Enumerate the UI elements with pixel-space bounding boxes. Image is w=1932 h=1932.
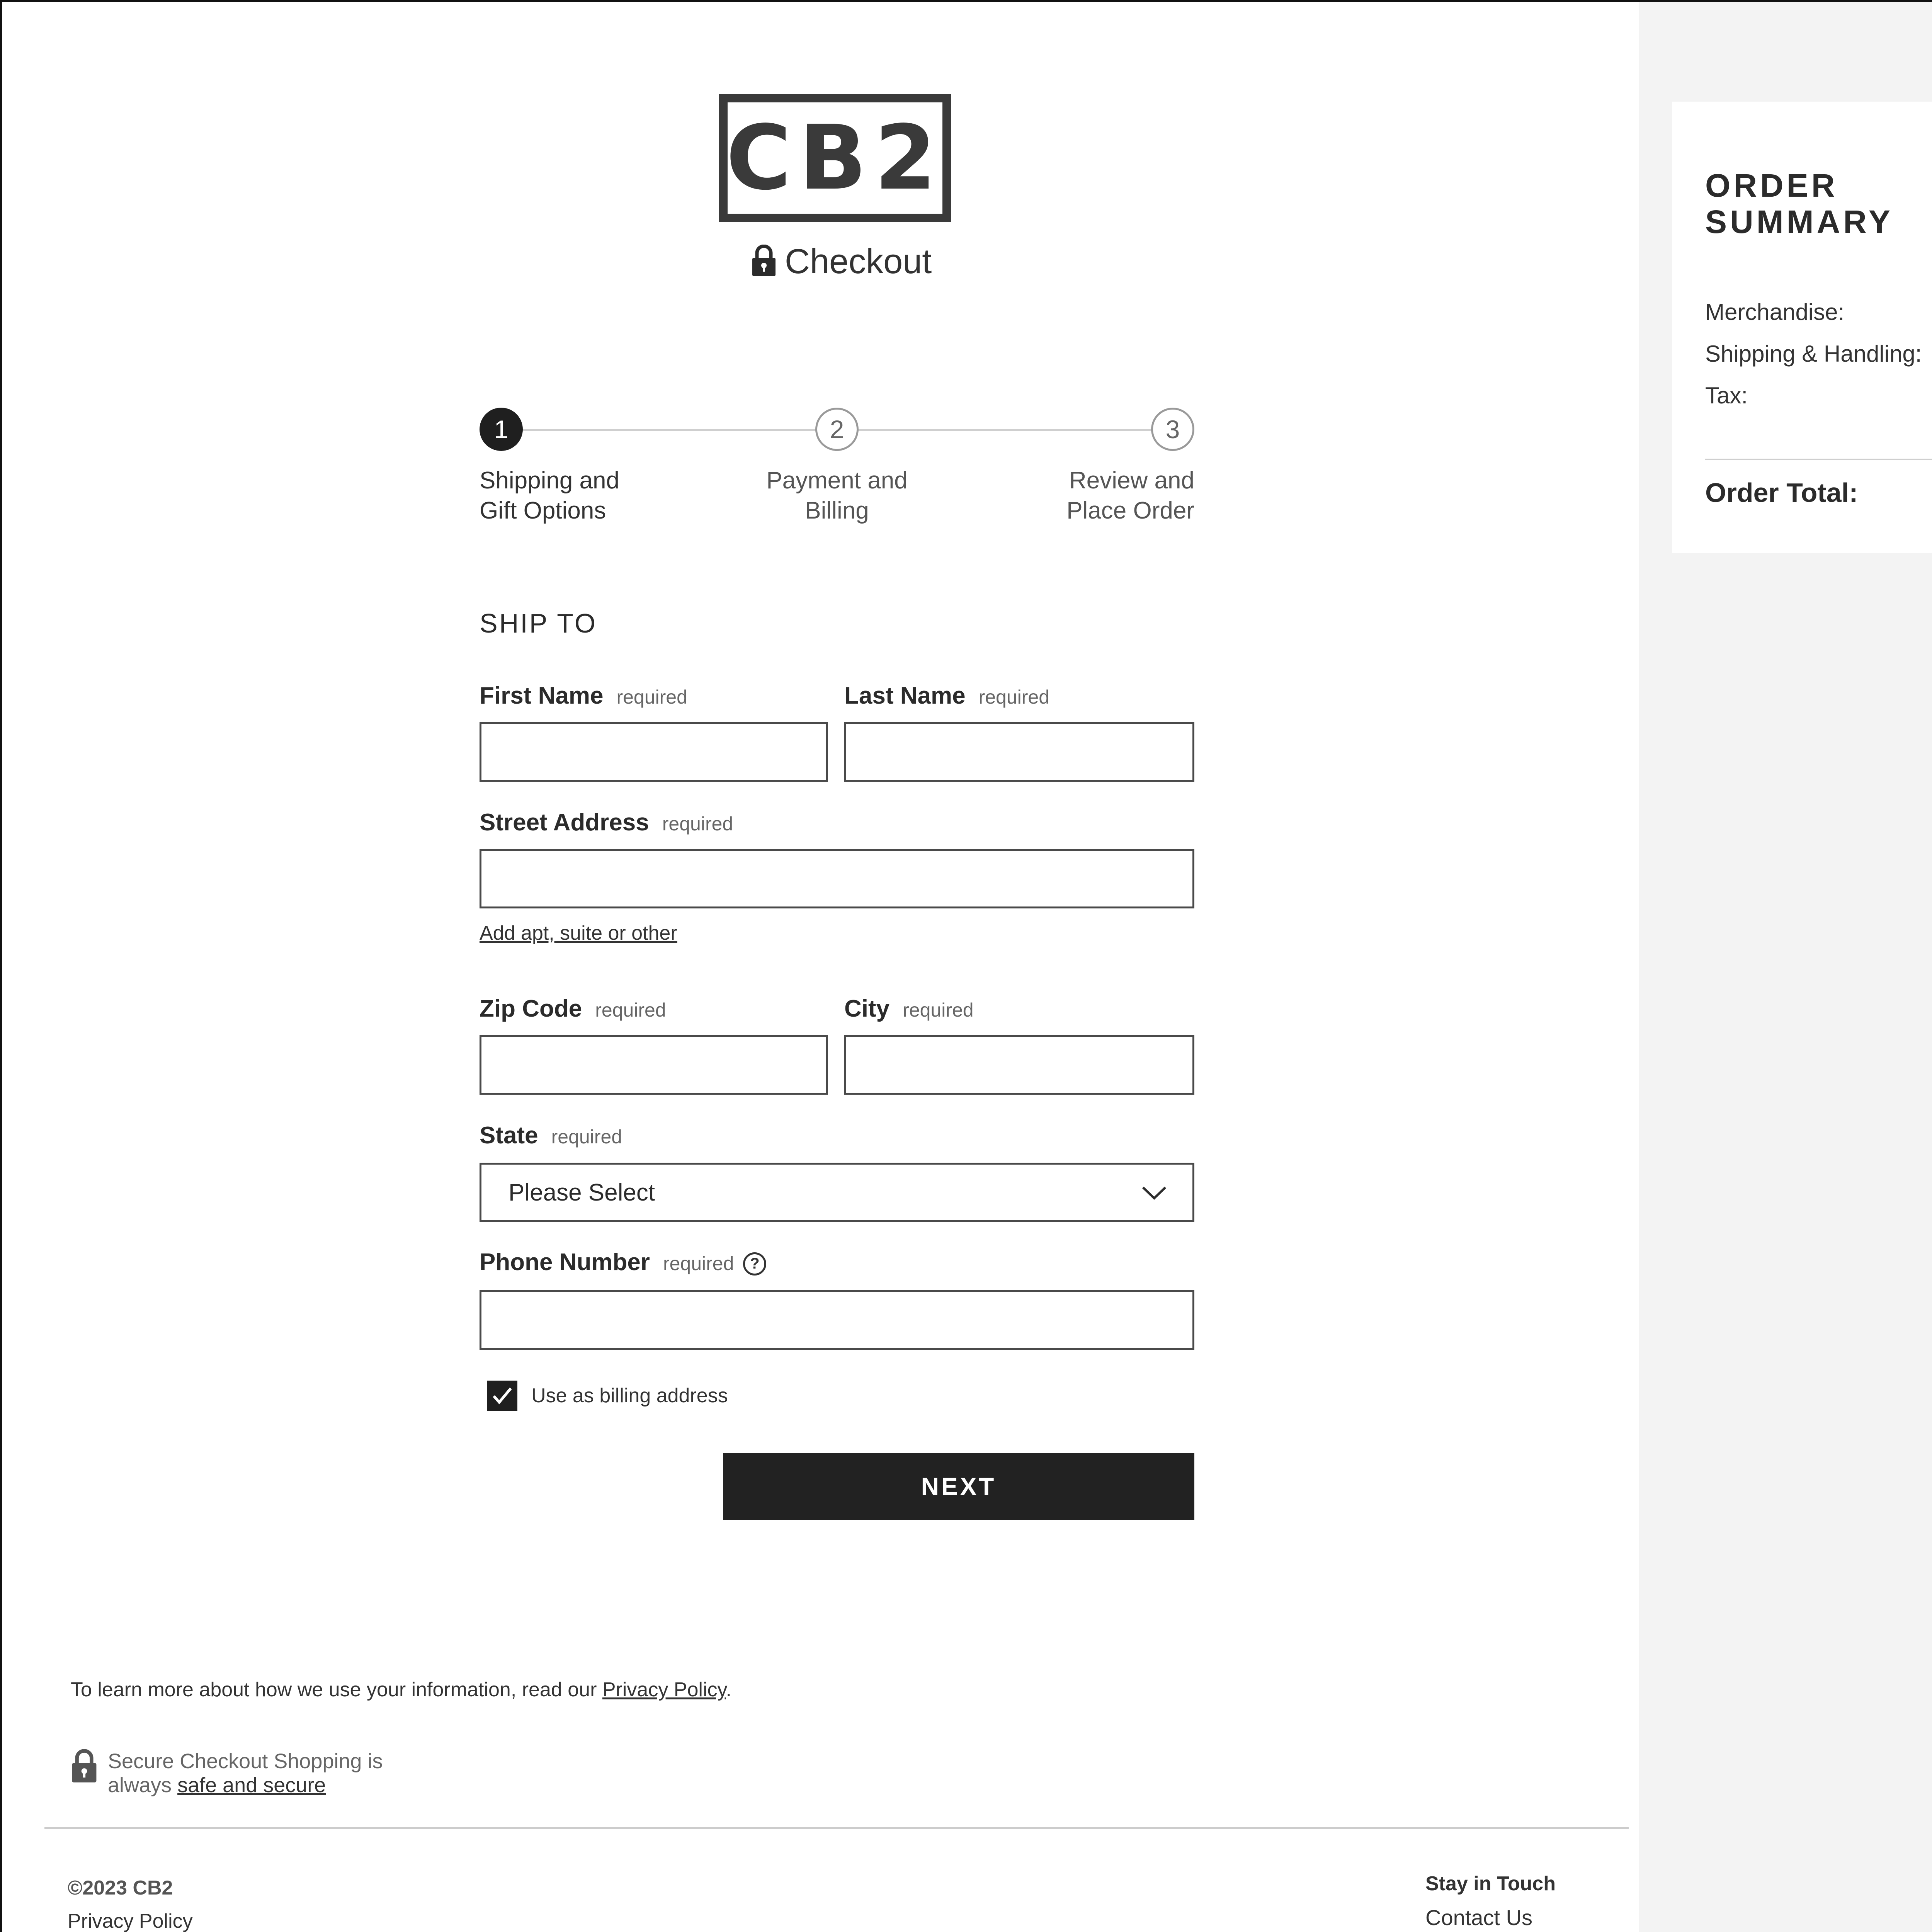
- stay-in-touch-heading: Stay in Touch: [1425, 1872, 1556, 1895]
- safe-and-secure-link[interactable]: safe and secure: [177, 1774, 326, 1797]
- privacy-note-text: To learn more about how we use your information, read our: [71, 1679, 602, 1701]
- required-tag: required: [978, 686, 1050, 708]
- step-1-circle: 1: [480, 408, 523, 451]
- secure-line-2: always: [108, 1774, 178, 1797]
- checkout-stepper: [480, 408, 1194, 531]
- checkout-title: Checkout: [785, 242, 932, 281]
- state-label-text: State: [480, 1122, 538, 1149]
- zip-code-input[interactable]: [480, 1035, 828, 1095]
- step-3-label-line2: Place Order: [1066, 497, 1194, 524]
- street-address-input[interactable]: [480, 849, 1194, 908]
- last-name-input[interactable]: [844, 722, 1194, 782]
- required-tag: required: [595, 999, 666, 1021]
- phone-number-label: [480, 1248, 766, 1276]
- step-2-circle: 2: [815, 408, 859, 451]
- lock-icon: [752, 245, 776, 279]
- first-name-input[interactable]: [480, 722, 828, 782]
- required-tag: required: [662, 813, 733, 835]
- privacy-policy-link[interactable]: Privacy Policy: [602, 1679, 726, 1701]
- order-summary-sidebar: [1639, 2, 1932, 1932]
- summary-divider: [1705, 459, 1932, 460]
- phone-number-input[interactable]: [480, 1290, 1194, 1350]
- step-1-label-line1: Shipping and: [480, 467, 619, 494]
- order-summary-title-line1: ORDER: [1705, 167, 1838, 204]
- contact-us-link[interactable]: Contact Us: [1425, 1905, 1532, 1930]
- privacy-note: [71, 1678, 731, 1701]
- step-3-circle: 3: [1151, 408, 1194, 451]
- summary-row-tax: [1705, 382, 1932, 409]
- step-3-label: [993, 466, 1194, 526]
- summary-row-label: Tax:: [1705, 383, 1748, 408]
- billing-address-checkbox-label: Use as billing address: [531, 1384, 728, 1407]
- footer-links: [68, 1871, 193, 1932]
- order-summary-title-line2: SUMMARY: [1705, 204, 1893, 240]
- street-address-label-text: Street Address: [480, 809, 649, 836]
- billing-address-checkbox[interactable]: [487, 1381, 517, 1411]
- state-select-value: Please Select: [509, 1179, 655, 1206]
- ship-to-heading: SHIP TO: [480, 608, 597, 638]
- first-name-label-text: First Name: [480, 682, 604, 709]
- stay-in-touch: [1425, 1867, 1607, 1932]
- chevron-down-icon: [1141, 1179, 1167, 1206]
- order-total-row: [1705, 477, 1932, 508]
- step-2-label-line1: Payment and: [766, 467, 908, 494]
- next-button[interactable]: NEXT: [723, 1453, 1194, 1520]
- copyright: ©2023 CB2: [68, 1877, 173, 1899]
- step-1-label: [480, 466, 680, 526]
- footer-divider: [44, 1827, 1629, 1829]
- step-2-label-line2: Billing: [805, 497, 869, 524]
- step-1-label-line2: Gift Options: [480, 497, 606, 524]
- privacy-note-period: .: [726, 1679, 732, 1701]
- cb2-logo[interactable]: [719, 94, 951, 222]
- secure-checkout-text: [108, 1749, 383, 1797]
- step-2-label: [736, 466, 937, 526]
- summary-row-merchandise: [1705, 299, 1932, 325]
- logo-text: CB2: [726, 106, 944, 210]
- last-name-label-text: Last Name: [844, 682, 966, 709]
- add-apt-suite-link[interactable]: Add apt, suite or other: [480, 922, 677, 944]
- summary-row-shipping: [1705, 340, 1932, 367]
- street-address-label: [480, 809, 733, 836]
- required-tag: required: [551, 1126, 622, 1148]
- step-3-label-line1: Review and: [1069, 467, 1194, 494]
- secure-line-1: Secure Checkout Shopping is: [108, 1750, 383, 1773]
- state-label: [480, 1122, 622, 1149]
- zip-code-label-text: Zip Code: [480, 995, 582, 1022]
- secure-checkout-note: [71, 1749, 383, 1797]
- checkmark-icon: [492, 1386, 513, 1405]
- first-name-label: [480, 682, 687, 709]
- summary-row-label: Merchandise:: [1705, 299, 1845, 325]
- order-total-label: Order Total:: [1705, 478, 1858, 508]
- required-tag: required: [616, 686, 687, 708]
- order-summary-title: [1705, 167, 1932, 240]
- help-icon[interactable]: ?: [743, 1252, 766, 1276]
- required-tag: required: [663, 1253, 734, 1274]
- zip-code-label: [480, 995, 666, 1022]
- city-label: [844, 995, 974, 1022]
- billing-address-option: [487, 1381, 728, 1411]
- required-tag: required: [903, 999, 974, 1021]
- main-column: [2, 2, 1639, 1932]
- footer-privacy-policy-link[interactable]: Privacy Policy: [68, 1910, 193, 1932]
- order-summary-card: [1672, 102, 1932, 553]
- state-select[interactable]: [480, 1163, 1194, 1222]
- phone-number-label-text: Phone Number: [480, 1249, 650, 1276]
- last-name-label: [844, 682, 1049, 709]
- city-input[interactable]: [844, 1035, 1194, 1095]
- lock-icon: [71, 1749, 98, 1797]
- checkout-header: [752, 238, 932, 285]
- city-label-text: City: [844, 995, 890, 1022]
- summary-row-label: Shipping & Handling:: [1705, 341, 1922, 367]
